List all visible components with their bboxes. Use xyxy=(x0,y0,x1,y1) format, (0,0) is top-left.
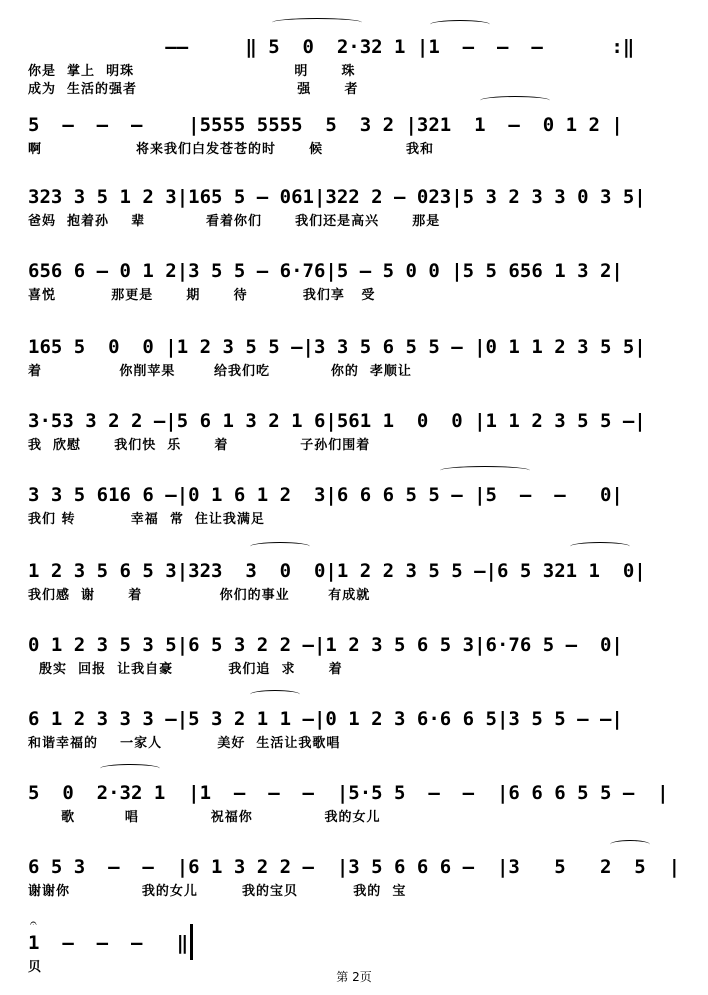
lyric-row: 着 你削苹果 给我们吃 你的 孝顺让 xyxy=(28,364,412,379)
notation-row: 0 1 2 3 5 3 5|6 5 3 2 2 —|1 2 3 5 6 5 3|6·76 5 — 0| xyxy=(28,634,623,656)
slur-mark xyxy=(440,466,530,475)
fermata-icon: 𝄐 xyxy=(30,916,37,930)
notation-row: 3·53 3 2 2 —|5 6 1 3 2 1 6|561 1 0 0 |1 1 2 3 5 5 —| xyxy=(28,410,646,432)
notation-row: 1 2 3 5 6 5 3|323 3 0 0|1 2 2 3 5 5 —|6 5 321 1 0| xyxy=(28,560,646,582)
notation-row: 1 — — — ‖ xyxy=(28,932,189,954)
slur-mark xyxy=(610,840,650,849)
notation-row: 5 — — — |5555 5555 5 3 2 |321 1 — 0 1 2 | xyxy=(28,114,623,136)
lyric-row: 你是 掌上 明珠 明 珠 xyxy=(28,64,356,79)
lyric-row: 贝 xyxy=(28,960,43,975)
notation-row: —— ‖ 5 0 2·32 1 |1 — — — :‖ xyxy=(28,36,635,58)
slur-mark xyxy=(480,96,550,105)
lyric-row: 谢谢你 我的女儿 我的宝贝 我的 宝 xyxy=(28,884,407,899)
lyric-row: 和谐幸福的 一家人 美好 生活让我歌唱 xyxy=(28,736,341,751)
slur-mark xyxy=(250,542,310,551)
lyric-row: 殷实 回报 让我自豪 我们追 求 着 xyxy=(28,662,343,677)
slur-mark xyxy=(100,764,160,773)
notation-row: 323 3 5 1 2 3|165 5 — 061|322 2 — 023|5 3 2 3 3 0 3 5| xyxy=(28,186,646,208)
page-number: 第 2页 xyxy=(336,970,372,984)
lyric-row: 歌 唱 祝福你 我的女儿 xyxy=(28,810,381,825)
notation-row: 3 3 5 616 6 —|0 1 6 1 2 3|6 6 6 5 5 — |5 — — 0| xyxy=(28,484,623,506)
notation-row: 6 5 3 — — |6 1 3 2 2 — |3 5 6 6 6 — |3 5 2 5 | xyxy=(28,856,681,878)
notation-row: 5 0 2·32 1 |1 — — — |5·5 5 — — |6 6 6 5 5 — | xyxy=(28,782,669,804)
lyric-row: 我 欣慰 我们快 乐 着 子孙们围着 xyxy=(28,438,371,453)
notation-row: 165 5 0 0 |1 2 3 5 5 —|3 3 5 6 5 5 — |0 1 1 2 3 5 5| xyxy=(28,336,646,358)
lyric-row: 我们 转 幸福 常 住让我满足 xyxy=(28,512,265,527)
lyric-row: 啊 将来我们白发苍苍的时 候 我和 xyxy=(28,142,434,157)
slur-mark xyxy=(272,18,362,27)
slur-mark xyxy=(250,690,300,699)
slur-mark xyxy=(570,542,630,551)
lyric-row: 成为 生活的强者 强 者 xyxy=(28,82,359,97)
notation-row: 656 6 — 0 1 2|3 5 5 — 6·76|5 — 5 0 0 |5 5 656 1 3 2| xyxy=(28,260,623,282)
notation-row: 6 1 2 3 3 3 —|5 3 2 1 1 —|0 1 2 3 6·6 6 5|3 5 5 — —| xyxy=(28,708,623,730)
final-barline xyxy=(190,924,193,960)
slur-mark xyxy=(430,20,490,29)
lyric-row: 爸妈 抱着孙 辈 看着你们 我们还是高兴 那是 xyxy=(28,214,441,229)
lyric-row: 我们感 谢 着 你们的事业 有成就 xyxy=(28,588,371,603)
lyric-row: 喜悦 那更是 期 待 我们享 受 xyxy=(28,288,376,303)
